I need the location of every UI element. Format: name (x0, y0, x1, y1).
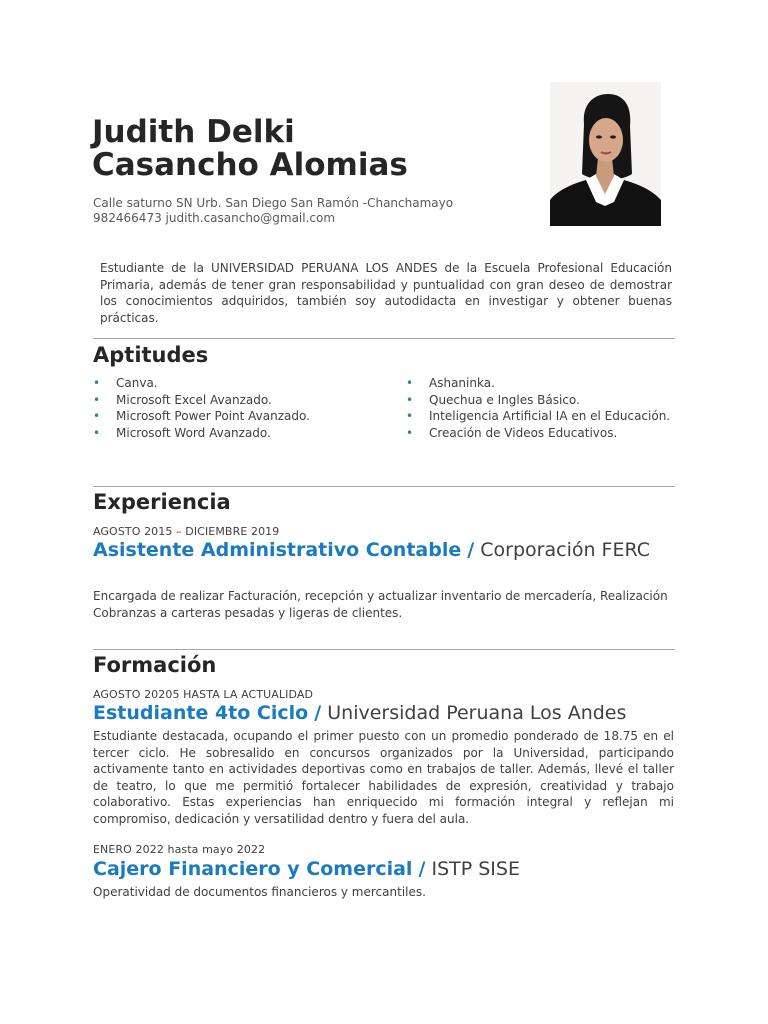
address-text: Calle saturno SN Urb. San Diego San Ramón -Chanchamayo (93, 196, 454, 210)
list-item (93, 392, 310, 409)
bullet-icon: • (406, 376, 414, 390)
skills-list-right (406, 375, 670, 441)
bullet-icon: • (93, 425, 101, 440)
list-item (406, 425, 670, 442)
bullet-icon: • (406, 409, 414, 423)
name-second-line: Casancho Alomias (92, 147, 408, 183)
skill-label: Microsoft Power Point Avanzado. (116, 409, 310, 423)
name-first-line: Judith Delki (92, 114, 295, 150)
bullet-icon: • (93, 409, 101, 423)
job-description: Encargada de realizar Facturación, recepción y actualizar inventario de mercadería, Realización Cobranzas a carteras pesadas y ligeras de clientes. (93, 589, 668, 620)
skill-label: Ashaninka. (429, 376, 495, 390)
title-separator: / (467, 539, 475, 561)
title-separator: / (418, 858, 426, 880)
education-dates: AGOSTO 20205 HASTA LA ACTUALIDAD (93, 688, 314, 701)
list-item (93, 408, 310, 425)
bullet-icon: • (93, 392, 101, 407)
list-item (406, 392, 670, 409)
bullet-icon: • (406, 425, 414, 440)
section-divider (93, 649, 675, 650)
education-organization: ISTP SISE (431, 858, 520, 880)
skill-label: Inteligencia Artificial IA en el Educación. (429, 409, 671, 423)
job-title: Asistente Administrativo Contable (93, 539, 462, 561)
list-item (406, 408, 670, 425)
skill-label: Microsoft Excel Avanzado. (116, 392, 272, 407)
profile-photo (550, 82, 661, 226)
education-description: Operatividad de documentos financieros y mercantiles. (93, 885, 426, 899)
job-organization: Corporación FERC (480, 539, 651, 561)
profile-summary: Estudiante de la UNIVERSIDAD PERUANA LOS ANDES de la Escuela Profesional Educación Primaria, además de tener gran responsabilidad y puntualidad con gran deseo de demostrar los conocimientos adquiridos, también soy autodidacta en investigar y obtener buenas prácticas. (100, 261, 672, 325)
job-title-line (93, 539, 668, 562)
bullet-icon: • (93, 376, 101, 390)
job-dates: AGOSTO 2015 – DICIEMBRE 2019 (93, 525, 280, 538)
experiencia-heading: Experiencia (93, 490, 231, 514)
skill-label: Canva. (116, 376, 158, 390)
list-item (93, 425, 310, 442)
education-dates: ENERO 2022 hasta mayo 2022 (93, 843, 266, 856)
title-separator: / (314, 702, 322, 724)
bullet-icon: • (406, 392, 414, 407)
education-title-line (93, 702, 693, 725)
education-title: Estudiante 4to Ciclo (93, 702, 309, 724)
skills-list-left (93, 375, 310, 441)
formacion-heading: Formación (93, 653, 217, 677)
list-item (406, 375, 670, 392)
education-description: Estudiante destacada, ocupando el primer puesto con un promedio ponderado de 18.75 en el tercer ciclo. He sobresalido en concursos organizados por la Universidad, participando activamente tanto en actividades deportivas como en trabajos de taller. Además, llevé el taller de teatro, lo que me permitió fortalecer habilidades de expresión, creatividad y trabajo colaborativo. Estas experiencias han enriquecido mi formación integral y reflejan mi compromiso, dedicación y versatilidad dentro y fuera del aula. (93, 729, 674, 826)
education-organization: Universidad Peruana Los Andes (327, 702, 627, 724)
skill-label: Quechua e Ingles Básico. (429, 392, 580, 407)
email-text: judith.casancho@gmail.com (165, 211, 336, 225)
section-divider (93, 486, 675, 487)
list-item (93, 375, 310, 392)
education-title: Cajero Financiero y Comercial (93, 858, 413, 880)
profile-photo-illustration (550, 82, 661, 226)
skill-label: Microsoft Word Avanzado. (116, 425, 271, 440)
phone-text: 982466473 (93, 211, 162, 225)
section-divider (93, 338, 675, 339)
education-title-line (93, 858, 693, 881)
skill-label: Creación de Videos Educativos. (429, 425, 618, 440)
aptitudes-heading: Aptitudes (93, 343, 209, 367)
contact-line (93, 211, 335, 225)
